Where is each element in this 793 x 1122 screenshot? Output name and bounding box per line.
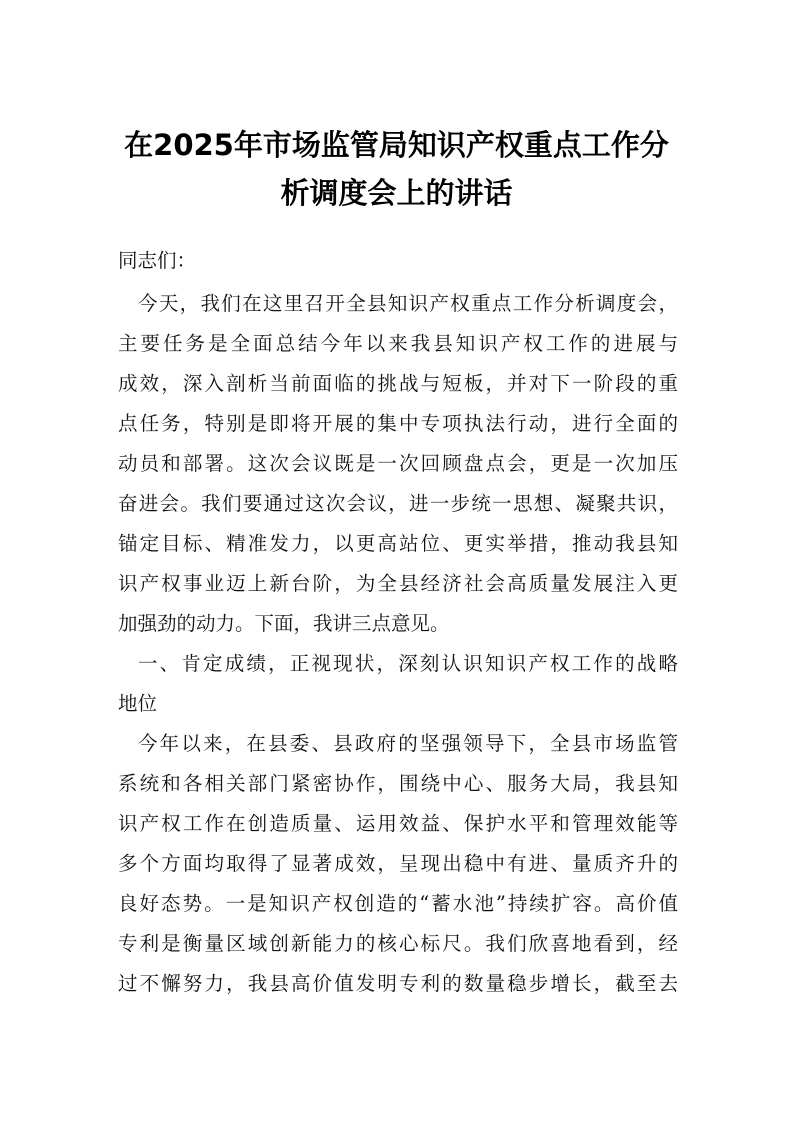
paragraph-1-line-6: 奋进会。我们要通过这次会议，进一步统一思想、凝聚共识， <box>118 492 678 515</box>
paragraph-2-line-5: 良好态势。一是知识产权创造的“蓄水池”持续扩容。高价值 <box>118 892 678 915</box>
paragraph-1-line-1: 今天，我们在这里召开全县知识产权重点工作分析调度会， <box>138 292 678 315</box>
paragraph-1-line-4: 点任务，特别是即将开展的集中专项执法行动，进行全面的 <box>118 412 678 435</box>
paragraph-1-line-3: 成效，深入剖析当前面临的挑战与短板，并对下一阶段的重 <box>118 372 678 395</box>
paragraph-2-line-4: 多个方面均取得了显著成效，呈现出稳中有进、量质齐升的 <box>118 852 678 875</box>
paragraph-1-line-7: 锚定目标、精准发力，以更高站位、更实举措，推动我县知 <box>118 532 678 555</box>
paragraph-2-line-3: 识产权工作在创造质量、运用效益、保护水平和管理效能等 <box>118 812 678 835</box>
paragraph-1-line-2: 主要任务是全面总结今年以来我县知识产权工作的进展与 <box>118 332 678 355</box>
salutation: 同志们： <box>118 249 197 272</box>
section-heading-1-line-2: 地位 <box>118 692 158 715</box>
paragraph-1-line-9: 加强劲的动力。下面，我讲三点意见。 <box>118 612 450 635</box>
paragraph-2-line-6: 专利是衡量区域创新能力的核心标尺。我们欣喜地看到，经 <box>118 932 678 955</box>
document-title-line-2: 析调度会上的讲话 <box>280 176 513 210</box>
paragraph-1-line-8: 识产权事业迈上新台阶，为全县经济社会高质量发展注入更 <box>118 572 678 595</box>
paragraph-2-line-1: 今年以来，在县委、县政府的坚强领导下，全县市场监管 <box>138 732 678 755</box>
paragraph-1-line-5: 动员和部署。这次会议既是一次回顾盘点会，更是一次加压 <box>118 452 678 475</box>
document-title-line-1: 在2025年市场监管局知识产权重点工作分 <box>124 128 669 162</box>
paragraph-2-line-2: 系统和各相关部门紧密协作，围绕中心、服务大局，我县知 <box>118 772 678 795</box>
section-heading-1-line-1: 一、肯定成绩，正视现状，深刻认识知识产权工作的战略 <box>138 652 678 675</box>
paragraph-2-line-7: 过不懈努力，我县高价值发明专利的数量稳步增长，截至去 <box>118 972 678 995</box>
